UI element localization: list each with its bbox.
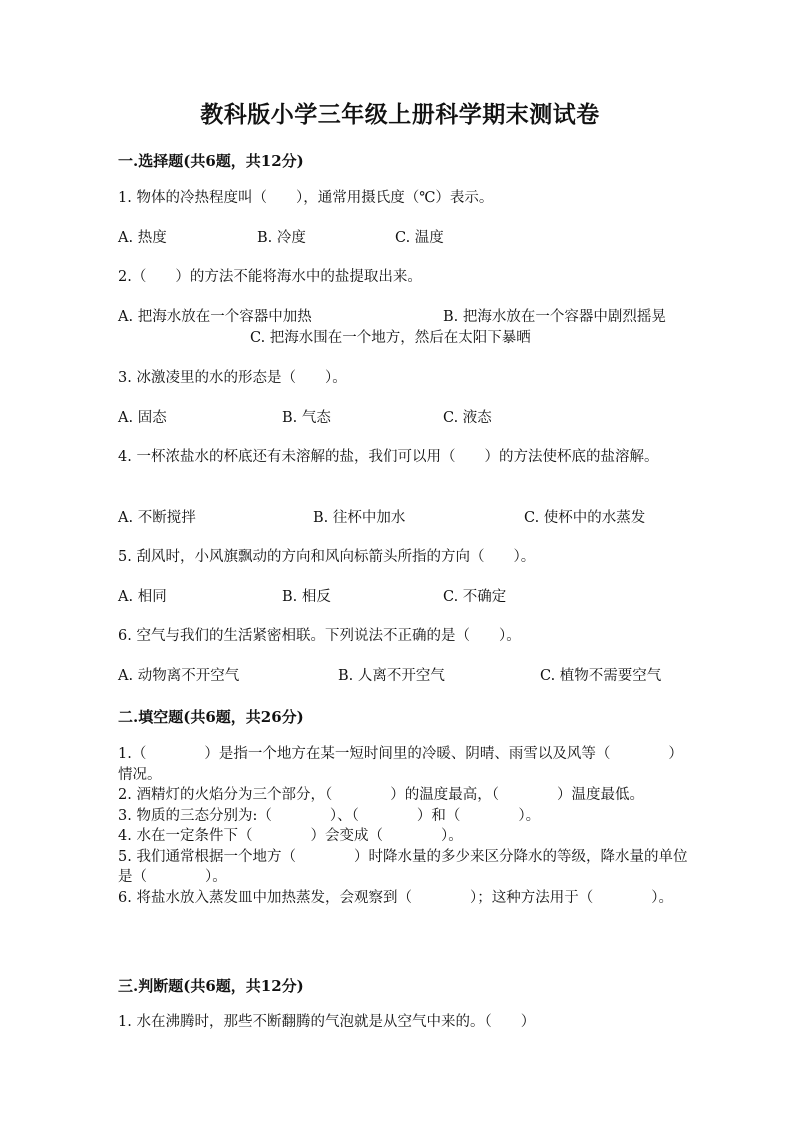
section-heading-fill: 二.填空题(共6题，共26分): [118, 708, 304, 726]
question-4: 4. 一杯浓盐水的杯底还有未溶解的盐，我们可以用（ ）的方法使杯底的盐溶解。: [118, 449, 659, 465]
option-4b: B. 往杯中加水: [313, 510, 406, 526]
option-1a: A. 热度: [118, 230, 167, 246]
question-5: 5. 刮风时，小风旗飘动的方向和风向标箭头所指的方向（ ）。: [118, 549, 536, 565]
fill-item-1: 1.（ ）是指一个地方在某一短时间里的冷暖、阴晴、雨雪以及风等（ ）情况。: [118, 746, 683, 783]
section-heading-choice: 一.选择题(共6题，共12分): [118, 152, 304, 170]
option-2c: C. 把海水围在一个地方，然后在太阳下暴晒: [250, 330, 531, 346]
option-4a: A. 不断搅拌: [118, 510, 196, 526]
fill-item-6: 6. 将盐水放入蒸发皿中加热蒸发，会观察到（ ）；这种方法用于（ ）。: [118, 889, 673, 906]
option-6c: C. 植物不需要空气: [540, 668, 662, 684]
option-6b: B. 人离不开空气: [338, 668, 445, 684]
question-3: 3. 冰激凌里的水的形态是（ ）。: [118, 370, 347, 386]
question-2: 2.（ ）的方法不能将海水中的盐提取出来。: [118, 269, 422, 285]
option-2b: B. 把海水放在一个容器中剧烈摇晃: [443, 309, 666, 325]
option-6a: A. 动物离不开空气: [118, 668, 240, 684]
fill-item-2: 2. 酒精灯的火焰分为三个部分，（ ）的温度最高，（ ）温度最低。: [118, 787, 644, 803]
page-title: 教科版小学三年级上册科学期末测试卷: [200, 101, 600, 128]
option-1b: B. 冷度: [257, 230, 306, 246]
option-5b: B. 相反: [282, 589, 331, 605]
option-2a: A. 把海水放在一个容器中加热: [118, 309, 312, 325]
fill-item-5: 5. 我们通常根据一个地方（ ）时降水量的多少来区分降水的等级，降水量的单位是（ ）。: [118, 848, 688, 885]
fill-questions: [118, 744, 690, 908]
fill-item-3: 3. 物质的三态分别为:（ ）、（ ）和（ ）。: [118, 807, 541, 824]
option-5a: A. 相同: [118, 589, 167, 605]
option-3a: A. 固态: [118, 410, 167, 426]
option-1c: C. 温度: [395, 230, 444, 246]
judge-question-1: 1. 水在沸腾时，那些不断翻腾的气泡就是从空气中来的。（ ）: [118, 1014, 536, 1030]
section-heading-judge: 三.判断题(共6题，共12分): [118, 977, 304, 995]
option-3c: C. 液态: [443, 410, 492, 426]
option-5c: C. 不确定: [443, 589, 507, 605]
question-6: 6. 空气与我们的生活紧密相联。下列说法不正确的是（ ）。: [118, 628, 521, 644]
fill-item-4: 4. 水在一定条件下（ ）会变成（ ）。: [118, 828, 463, 844]
question-1: 1. 物体的冷热程度叫（ ），通常用摄氏度（℃）表示。: [118, 190, 494, 206]
option-4c: C. 使杯中的水蒸发: [524, 510, 646, 526]
option-3b: B. 气态: [282, 410, 331, 426]
